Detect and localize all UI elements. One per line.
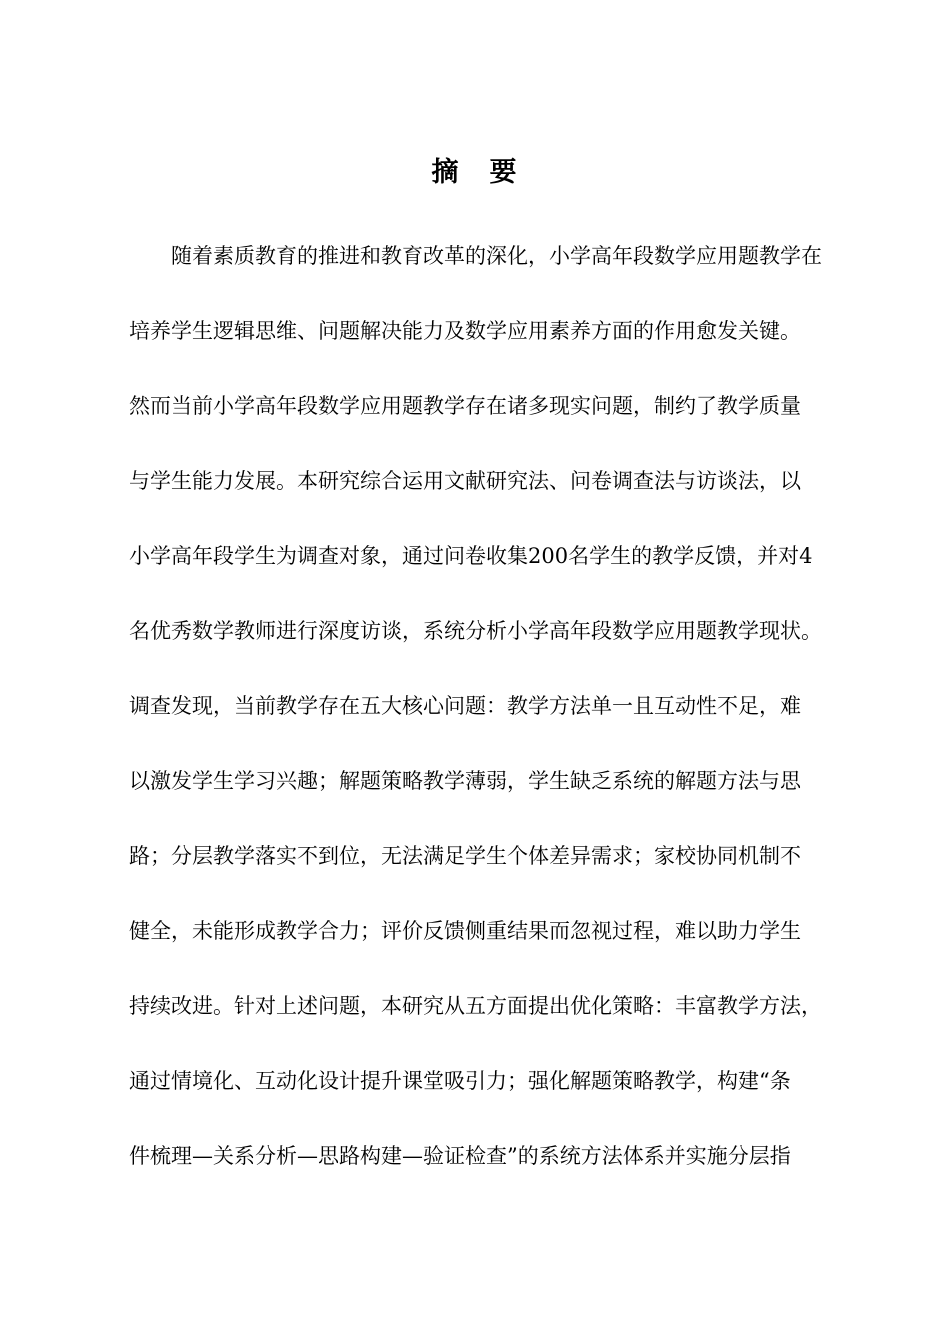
abstract-line: 名优秀数学教师进行深度访谈，系统分析小学高年段数学应用题教学现状。 (129, 619, 822, 643)
abstract-line: 然而当前小学高年段数学应用题教学存在诸多现实问题，制约了教学质量 (129, 394, 801, 418)
abstract-line: 路；分层教学落实不到位，无法满足学生个体差异需求；家校协同机制不 (129, 844, 801, 868)
abstract-line: 调查发现，当前教学存在五大核心问题：教学方法单一且互动性不足，难 (129, 694, 801, 718)
abstract-line: 健全，未能形成教学合力；评价反馈侧重结果而忽视过程，难以助力学生 (129, 919, 801, 943)
abstract-line: 小学高年段学生为调查对象，通过问卷收集200名学生的教学反馈，并对4 (129, 544, 813, 568)
page-title: 摘 要 (431, 157, 519, 188)
abstract-line: 以激发学生学习兴趣；解题策略教学薄弱，学生缺乏系统的解题方法与思 (129, 769, 801, 793)
abstract-line: 随着素质教育的推进和教育改革的深化，小学高年段数学应用题教学在 (171, 244, 822, 268)
abstract-line: 与学生能力发展。本研究综合运用文献研究法、问卷调查法与访谈法，以 (129, 469, 801, 493)
abstract-line: 持续改进。针对上述问题，本研究从五方面提出优化策略：丰富教学方法， (129, 994, 822, 1018)
abstract-line: 通过情境化、互动化设计提升课堂吸引力；强化解题策略教学，构建“条 (129, 1069, 791, 1093)
abstract-line: 培养学生逻辑思维、问题解决能力及数学应用素养方面的作用愈发关键。 (129, 319, 801, 343)
abstract-line: 件梳理—关系分析—思路构建—验证检查”的系统方法体系并实施分层指 (129, 1144, 791, 1168)
